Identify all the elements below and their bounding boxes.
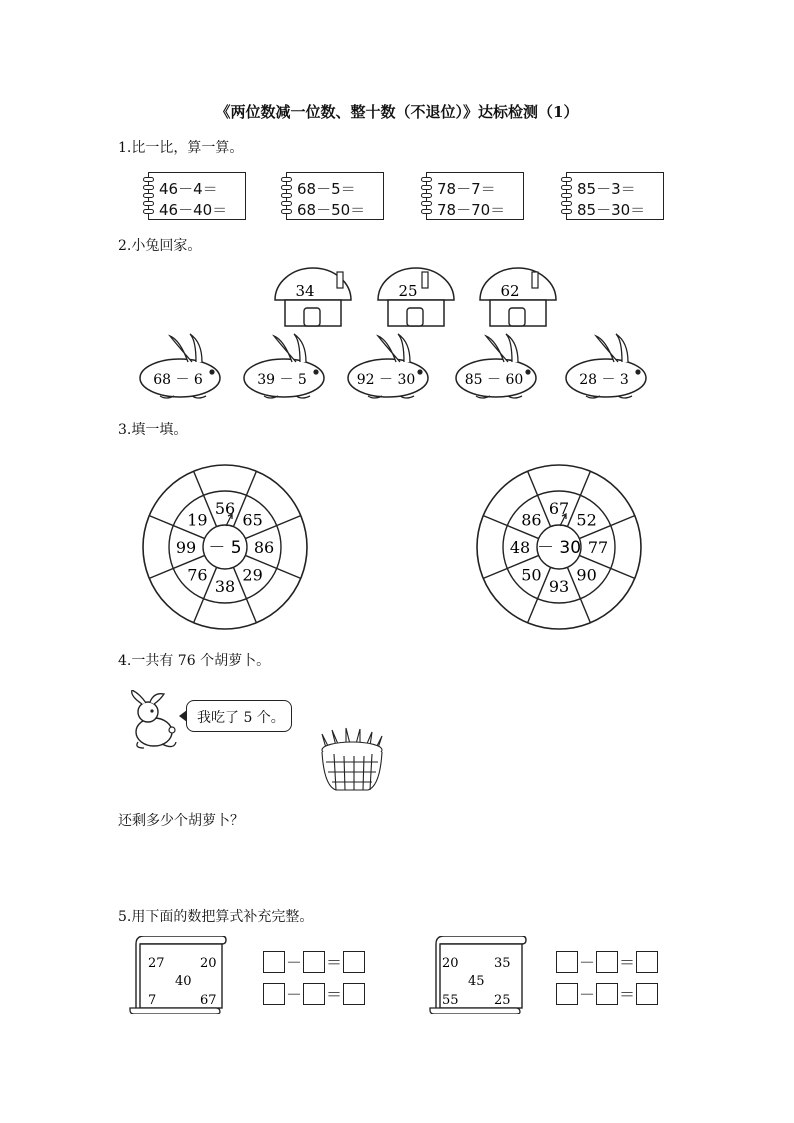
- scroll-2-number-2: 35: [494, 956, 511, 971]
- rabbit-ear-icon: [170, 336, 192, 362]
- wheel-2-number-5: 93: [548, 577, 570, 596]
- answer-box[interactable]: [596, 951, 618, 973]
- rabbit-ear-icon: [378, 336, 400, 362]
- answer-box[interactable]: [303, 951, 325, 973]
- wheel-1-number-8: 19: [187, 510, 208, 530]
- spiral-binding-icon: [421, 177, 431, 217]
- answer-box[interactable]: [556, 983, 578, 1005]
- wheel-2-number-8: 86: [521, 510, 542, 530]
- rabbit-home-scene: [0, 262, 794, 402]
- scroll-2-number-3: 45: [468, 974, 485, 989]
- wheel-2-number-4: 90: [576, 565, 597, 585]
- rabbit-eye-icon: [525, 369, 530, 374]
- speech-bubble: [186, 700, 292, 732]
- scroll-2-number-5: 25: [494, 993, 511, 1008]
- question-4-label: 4.一共有 76 个胡萝卜。: [118, 653, 271, 669]
- house-2: [378, 268, 454, 326]
- wheel-2-number-6: 50: [521, 565, 542, 585]
- rabbit-1: [140, 334, 220, 398]
- rabbit-4-expression: 85 － 60: [464, 372, 524, 388]
- number-scroll-2: [428, 936, 528, 1014]
- minus-sign: －: [578, 985, 595, 1004]
- rabbit-1-expression: 68 － 6: [153, 372, 203, 388]
- question-4-prompt: 还剩多少个胡萝卜？: [118, 813, 244, 829]
- equation-row-3: [556, 950, 658, 973]
- wheel-2-number-2: 52: [576, 510, 597, 530]
- speech-text: 我吃了 5 个。: [197, 710, 285, 726]
- scroll-1-number-2: 20: [200, 956, 217, 971]
- note-card-4: [566, 172, 664, 220]
- scroll-1-number-5: 67: [200, 993, 217, 1008]
- wheel-1-operator: － 5: [208, 538, 242, 558]
- rabbit-eye-icon: [417, 369, 422, 374]
- wheel-1-number-4: 29: [242, 565, 263, 585]
- scroll-1-number-1: 27: [148, 956, 165, 971]
- rabbit-2: [244, 334, 324, 398]
- scroll-2-number-1: 20: [442, 956, 459, 971]
- card-4-line-2: 85－30＝: [577, 201, 646, 219]
- equation-row-4: [556, 982, 658, 1005]
- house-1: [275, 268, 351, 326]
- equals-sign: ＝: [325, 953, 342, 972]
- rabbit-ear-icon: [506, 334, 518, 362]
- rabbit-eye-icon: [313, 369, 318, 374]
- answer-box[interactable]: [263, 951, 285, 973]
- card-1-line-2: 46－40＝: [159, 201, 228, 219]
- equals-sign: ＝: [325, 985, 342, 1004]
- card-3-line-2: 78－70＝: [437, 201, 506, 219]
- rabbit-ear-icon: [274, 336, 296, 362]
- rabbit-3-expression: 92 － 30: [356, 372, 416, 388]
- rabbit-ear-icon: [190, 334, 202, 362]
- rabbit-eye-icon: [209, 369, 214, 374]
- page-title: 《两位数减一位数、整十数（不退位）》达标检测（1）: [215, 103, 579, 121]
- rabbit-ear-icon: [616, 334, 628, 362]
- number-wheel-2: [474, 462, 644, 632]
- minus-sign: －: [285, 985, 302, 1004]
- wheel-1-number-1: 56: [214, 499, 236, 518]
- rabbit-eye-icon: [635, 369, 640, 374]
- wheel-2-number-7: 48: [509, 538, 531, 557]
- equals-sign: ＝: [618, 985, 635, 1004]
- rabbit-ear-icon: [486, 336, 508, 362]
- answer-box[interactable]: [636, 983, 658, 1005]
- answer-box[interactable]: [303, 983, 325, 1005]
- scroll-2-number-4: 55: [442, 993, 459, 1008]
- note-card-3: [426, 172, 524, 220]
- spiral-binding-icon: [561, 177, 571, 217]
- wheel-2-operator: － 30: [536, 538, 582, 558]
- rabbit-ear-icon: [294, 334, 306, 362]
- answer-box[interactable]: [343, 951, 365, 973]
- question-3-label: 3.填一填。: [118, 422, 188, 438]
- equation-row-2: [263, 982, 365, 1005]
- rabbit-icon: [124, 690, 194, 754]
- number-wheel-1: [140, 462, 310, 632]
- answer-box[interactable]: [636, 951, 658, 973]
- minus-sign: －: [578, 953, 595, 972]
- equation-row-1: [263, 950, 365, 973]
- spiral-binding-icon: [281, 177, 291, 217]
- note-card-2: [286, 172, 384, 220]
- card-2-line-2: 68－50＝: [297, 201, 366, 219]
- house-3-number: 62: [500, 282, 520, 300]
- speech-bubble-tail-icon: [179, 710, 187, 722]
- rabbit-ear-icon: [596, 336, 618, 362]
- wheel-1-number-3: 86: [253, 538, 275, 557]
- wheel-1-number-5: 38: [214, 577, 236, 596]
- note-card-1: [148, 172, 246, 220]
- house-1-number: 34: [295, 282, 315, 300]
- carrot-basket-icon: [312, 726, 392, 796]
- equals-sign: ＝: [618, 953, 635, 972]
- answer-box[interactable]: [263, 983, 285, 1005]
- minus-sign: －: [285, 953, 302, 972]
- answer-box[interactable]: [556, 951, 578, 973]
- house-2-number: 25: [398, 282, 418, 300]
- answer-box[interactable]: [596, 983, 618, 1005]
- card-4-line-1: 85－3＝: [577, 180, 636, 198]
- rabbit-ear-icon: [398, 334, 410, 362]
- rabbit-2-expression: 39 － 5: [257, 372, 307, 388]
- rabbit-5-expression: 28 － 3: [579, 372, 629, 388]
- question-2-label: 2.小兔回家。: [118, 238, 202, 254]
- card-3-line-1: 78－7＝: [437, 180, 496, 198]
- wheel-1-number-6: 76: [187, 565, 208, 585]
- house-3: [480, 268, 556, 326]
- card-2-line-1: 68－5＝: [297, 180, 356, 198]
- wheel-2-number-3: 77: [587, 538, 609, 557]
- wheel-1-number-7: 99: [175, 538, 197, 557]
- card-1-line-1: 46－4＝: [159, 180, 218, 198]
- scroll-1-number-3: 40: [175, 974, 192, 989]
- rabbit-3: [348, 334, 428, 398]
- rabbit-4: [456, 334, 536, 398]
- spiral-binding-icon: [143, 177, 153, 217]
- wheel-1-number-2: 65: [242, 510, 263, 530]
- number-scroll-1: [128, 936, 228, 1014]
- question-5-label: 5.用下面的数把算式补充完整。: [118, 909, 314, 925]
- question-1-label: 1.比一比，算一算。: [118, 140, 244, 156]
- wheel-2-number-1: 67: [548, 499, 570, 518]
- rabbit-5: [566, 334, 646, 398]
- answer-box[interactable]: [343, 983, 365, 1005]
- scroll-1-number-4: 7: [148, 993, 157, 1008]
